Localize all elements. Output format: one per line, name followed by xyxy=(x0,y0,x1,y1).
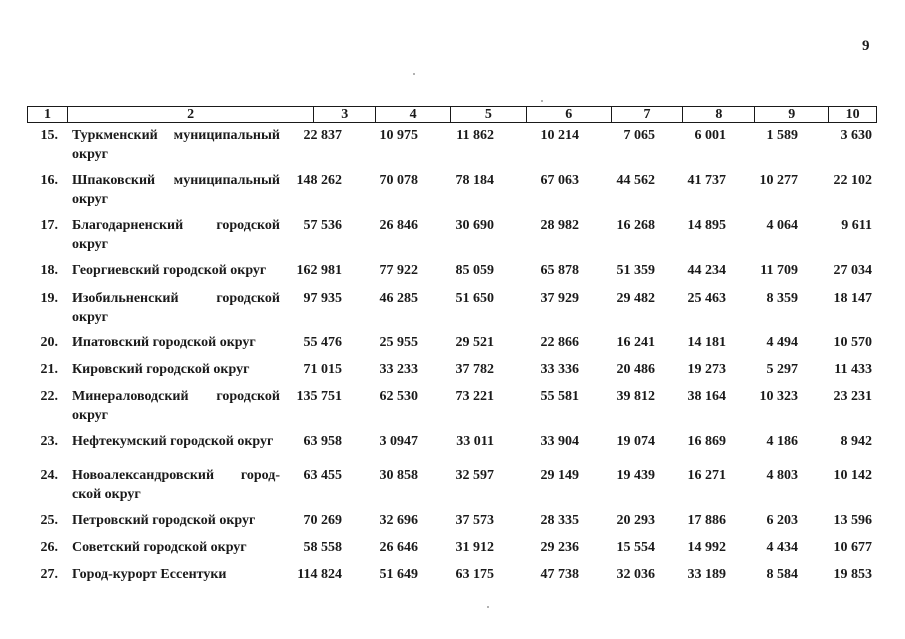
row-name-line-2: округ xyxy=(72,147,109,162)
cell-col-3: 114 824 xyxy=(297,567,342,582)
row-number: 27. xyxy=(40,567,58,582)
cell-col-5: 37 573 xyxy=(455,513,494,528)
cell-col-6: 55 581 xyxy=(540,389,579,404)
cell-col-4: 26 846 xyxy=(379,218,418,233)
cell-col-3: 70 269 xyxy=(303,513,342,528)
row-name-line-1: Шпаковский муниципальный xyxy=(72,173,280,188)
cell-col-6: 47 738 xyxy=(540,567,579,582)
cell-col-10: 8 942 xyxy=(840,434,872,449)
row-number: 21. xyxy=(40,362,58,377)
cell-col-3: 63 455 xyxy=(303,468,342,483)
row-name-line-1: Минераловодский городской xyxy=(72,389,280,404)
row-name-line-1: Советский городской округ xyxy=(72,540,247,555)
cell-col-7: 19 074 xyxy=(616,434,655,449)
header-col-6: 6 xyxy=(527,107,612,122)
cell-col-9: 11 709 xyxy=(760,263,798,278)
cell-col-7: 39 812 xyxy=(616,389,655,404)
cell-col-5: 29 521 xyxy=(455,335,494,350)
header-col-1: 1 xyxy=(28,107,68,122)
row-number: 23. xyxy=(40,434,58,449)
header-col-7: 7 xyxy=(612,107,684,122)
row-name-line-1: Ипатовский городской округ xyxy=(72,335,256,350)
cell-col-6: 33 336 xyxy=(540,362,579,377)
cell-col-8: 16 869 xyxy=(687,434,726,449)
cell-col-6: 65 878 xyxy=(540,263,579,278)
cell-col-5: 30 690 xyxy=(455,218,494,233)
row-name-line-1: Нефтекумский городской округ xyxy=(72,434,274,449)
cell-col-7: 51 359 xyxy=(616,263,655,278)
cell-col-4: 3 0947 xyxy=(379,434,418,449)
cell-col-6: 37 929 xyxy=(540,291,579,306)
cell-col-6: 33 904 xyxy=(540,434,579,449)
cell-col-4: 10 975 xyxy=(379,128,418,143)
cell-col-5: 63 175 xyxy=(455,567,494,582)
cell-col-6: 10 214 xyxy=(540,128,579,143)
row-number: 22. xyxy=(40,389,58,404)
scan-speck xyxy=(487,606,489,608)
header-col-8: 8 xyxy=(683,107,755,122)
row-name-line-1: Изобильненский городской xyxy=(72,291,280,306)
cell-col-8: 44 234 xyxy=(687,263,726,278)
cell-col-6: 29 236 xyxy=(540,540,579,555)
row-number: 25. xyxy=(40,513,58,528)
row-name-line-1: Петровский городской округ xyxy=(72,513,256,528)
header-col-4: 4 xyxy=(376,107,451,122)
row-number: 16. xyxy=(40,173,58,188)
cell-col-5: 73 221 xyxy=(455,389,494,404)
cell-col-4: 26 646 xyxy=(379,540,418,555)
cell-col-3: 57 536 xyxy=(303,218,342,233)
cell-col-8: 19 273 xyxy=(687,362,726,377)
cell-col-9: 4 186 xyxy=(766,434,798,449)
scan-speck xyxy=(541,100,543,102)
cell-col-9: 10 277 xyxy=(759,173,798,188)
header-col-3: 3 xyxy=(314,107,376,122)
cell-col-6: 28 335 xyxy=(540,513,579,528)
cell-col-3: 148 262 xyxy=(296,173,342,188)
cell-col-7: 20 293 xyxy=(616,513,655,528)
row-name-line-2: округ xyxy=(72,237,109,252)
cell-col-10: 10 677 xyxy=(833,540,872,555)
row-name-line-2: округ xyxy=(72,408,109,423)
cell-col-8: 33 189 xyxy=(687,567,726,582)
cell-col-7: 29 482 xyxy=(616,291,655,306)
cell-col-9: 6 203 xyxy=(766,513,798,528)
cell-col-10: 10 142 xyxy=(833,468,872,483)
cell-col-9: 4 494 xyxy=(766,335,798,350)
cell-col-4: 46 285 xyxy=(379,291,418,306)
cell-col-4: 62 530 xyxy=(379,389,418,404)
cell-col-9: 8 584 xyxy=(766,567,798,582)
cell-col-9: 1 589 xyxy=(766,128,798,143)
cell-col-10: 13 596 xyxy=(833,513,872,528)
cell-col-7: 16 241 xyxy=(616,335,655,350)
cell-col-9: 4 064 xyxy=(766,218,798,233)
cell-col-3: 162 981 xyxy=(296,263,342,278)
row-number: 17. xyxy=(40,218,58,233)
cell-col-4: 30 858 xyxy=(379,468,418,483)
cell-col-5: 32 597 xyxy=(455,468,494,483)
cell-col-10: 18 147 xyxy=(833,291,872,306)
cell-col-8: 41 737 xyxy=(687,173,726,188)
cell-col-5: 11 862 xyxy=(456,128,494,143)
row-name-line-1: Туркменский муниципальный xyxy=(72,128,280,143)
cell-col-10: 10 570 xyxy=(833,335,872,350)
row-name-line-2: округ xyxy=(72,192,109,207)
cell-col-3: 55 476 xyxy=(303,335,342,350)
cell-col-10: 19 853 xyxy=(833,567,872,582)
row-name-line-2: ской округ xyxy=(72,487,141,502)
cell-col-7: 19 439 xyxy=(616,468,655,483)
cell-col-7: 16 268 xyxy=(616,218,655,233)
cell-col-5: 37 782 xyxy=(455,362,494,377)
cell-col-5: 78 184 xyxy=(455,173,494,188)
row-number: 19. xyxy=(40,291,58,306)
cell-col-9: 5 297 xyxy=(766,362,798,377)
cell-col-10: 11 433 xyxy=(834,362,872,377)
cell-col-9: 4 803 xyxy=(766,468,798,483)
header-col-5: 5 xyxy=(451,107,527,122)
cell-col-9: 10 323 xyxy=(759,389,798,404)
row-number: 26. xyxy=(40,540,58,555)
cell-col-8: 17 886 xyxy=(687,513,726,528)
row-name-line-1: Новоалександровский город- xyxy=(72,468,280,483)
cell-col-3: 63 958 xyxy=(303,434,342,449)
cell-col-7: 44 562 xyxy=(616,173,655,188)
cell-col-7: 7 065 xyxy=(623,128,655,143)
cell-col-3: 22 837 xyxy=(303,128,342,143)
row-name-line-1: Георгиевский городской округ xyxy=(72,263,267,278)
cell-col-10: 27 034 xyxy=(833,263,872,278)
row-name-line-1: Город-курорт Ессентуки xyxy=(72,567,227,582)
table-header xyxy=(27,106,877,123)
cell-col-6: 28 982 xyxy=(540,218,579,233)
header-col-10: 10 xyxy=(845,107,860,122)
cell-col-5: 33 011 xyxy=(456,434,494,449)
row-number: 20. xyxy=(40,335,58,350)
header-col-2: 2 xyxy=(68,107,314,122)
cell-col-10: 22 102 xyxy=(833,173,872,188)
cell-col-4: 70 078 xyxy=(379,173,418,188)
cell-col-10: 9 611 xyxy=(841,218,872,233)
cell-col-3: 58 558 xyxy=(303,540,342,555)
cell-col-8: 6 001 xyxy=(694,128,726,143)
cell-col-4: 25 955 xyxy=(379,335,418,350)
row-name-line-1: Кировский городской округ xyxy=(72,362,250,377)
cell-col-9: 8 359 xyxy=(766,291,798,306)
cell-col-7: 32 036 xyxy=(616,567,655,582)
cell-col-7: 15 554 xyxy=(616,540,655,555)
row-name-line-2: округ xyxy=(72,310,109,325)
cell-col-4: 51 649 xyxy=(379,567,418,582)
cell-col-6: 29 149 xyxy=(540,468,579,483)
cell-col-6: 22 866 xyxy=(540,335,579,350)
scan-speck xyxy=(413,73,415,75)
cell-col-10: 3 630 xyxy=(840,128,872,143)
cell-col-5: 85 059 xyxy=(455,263,494,278)
row-name-line-1: Благодарненский городской xyxy=(72,218,280,233)
cell-col-8: 14 992 xyxy=(687,540,726,555)
cell-col-3: 135 751 xyxy=(296,389,342,404)
cell-col-8: 14 895 xyxy=(687,218,726,233)
cell-col-3: 71 015 xyxy=(303,362,342,377)
row-number: 18. xyxy=(40,263,58,278)
header-col-9: 9 xyxy=(755,107,829,122)
cell-col-8: 25 463 xyxy=(687,291,726,306)
cell-col-4: 33 233 xyxy=(379,362,418,377)
row-number: 24. xyxy=(40,468,58,483)
cell-col-8: 16 271 xyxy=(687,468,726,483)
cell-col-10: 23 231 xyxy=(833,389,872,404)
cell-col-5: 31 912 xyxy=(455,540,494,555)
page-number: 9 xyxy=(862,38,870,54)
cell-col-4: 77 922 xyxy=(379,263,418,278)
row-number: 15. xyxy=(40,128,58,143)
cell-col-6: 67 063 xyxy=(540,173,579,188)
cell-col-4: 32 696 xyxy=(379,513,418,528)
cell-col-9: 4 434 xyxy=(766,540,798,555)
cell-col-8: 38 164 xyxy=(687,389,726,404)
cell-col-7: 20 486 xyxy=(616,362,655,377)
cell-col-5: 51 650 xyxy=(455,291,494,306)
cell-col-8: 14 181 xyxy=(687,335,726,350)
cell-col-3: 97 935 xyxy=(303,291,342,306)
